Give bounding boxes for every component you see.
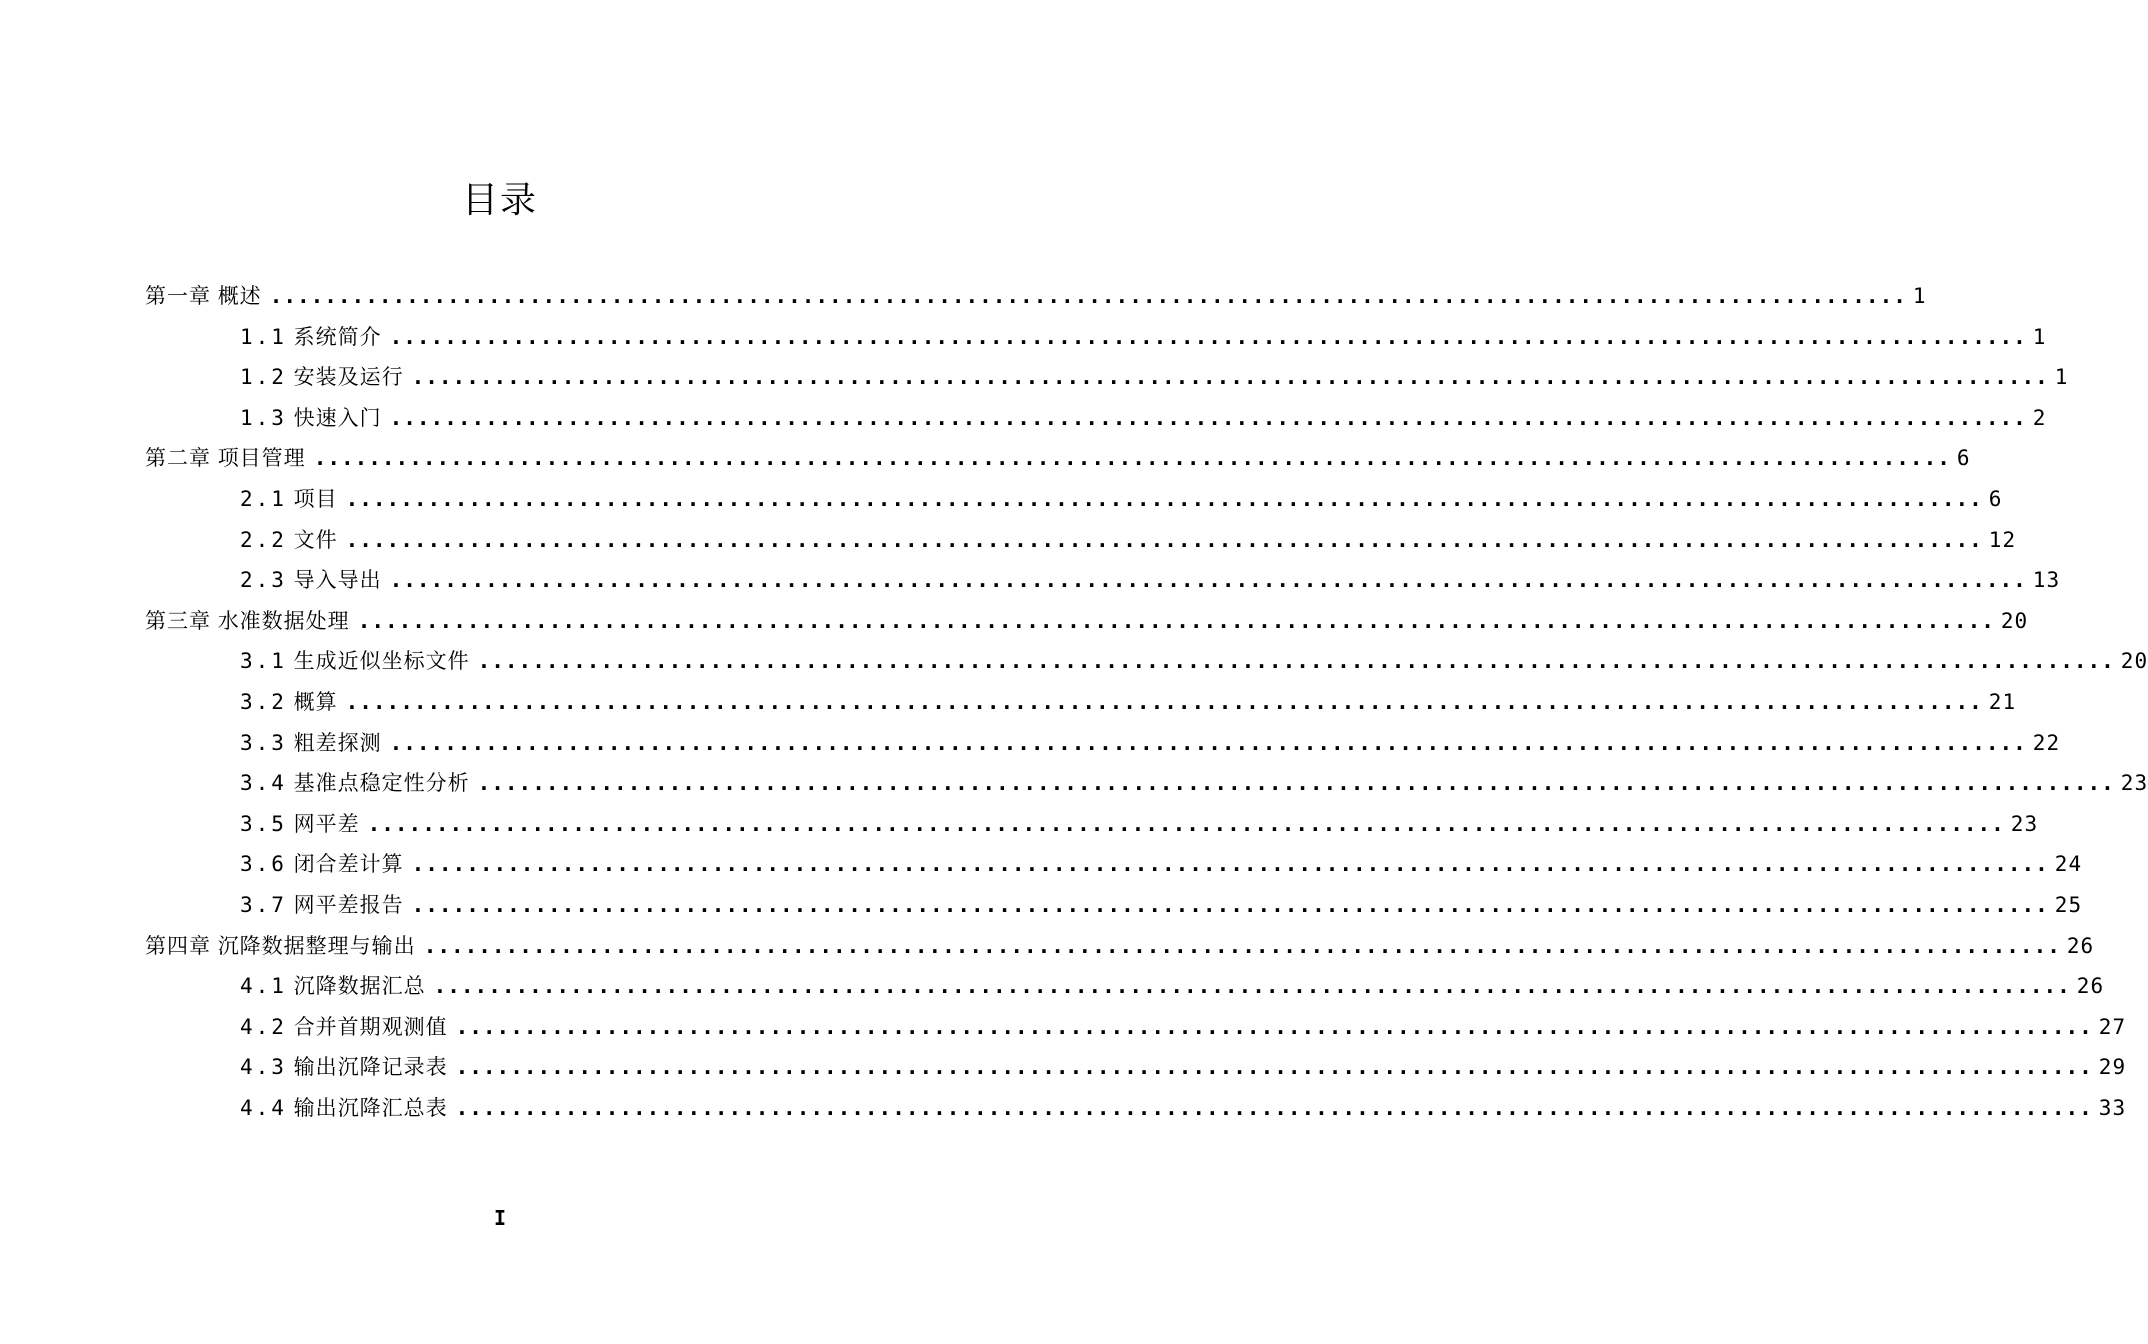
toc-entry-title: 项目 xyxy=(293,486,338,511)
toc-section-entry[interactable] xyxy=(145,885,2083,926)
toc-entry-title: 生成近似坐标文件 xyxy=(293,649,470,674)
toc-entry-title: 输出沉降记录表 xyxy=(293,1055,448,1080)
toc-entry-title: 系统简介 xyxy=(293,324,382,349)
toc-section-entry[interactable] xyxy=(145,357,2069,398)
toc-entry-label xyxy=(145,438,314,479)
toc-dot-leader: ........................................................................................................................ xyxy=(455,1095,2093,1120)
toc-entry-title: 概算 xyxy=(293,689,338,714)
toc-chapter-entry[interactable] xyxy=(145,276,1927,317)
toc-entry-page: 33 xyxy=(2098,1095,2127,1120)
toc-entry-page: 2 xyxy=(2032,405,2047,430)
toc-entry-label xyxy=(240,1007,456,1048)
toc-entry-title: 闭合差计算 xyxy=(293,852,404,877)
toc-section-entry[interactable] xyxy=(145,317,2047,358)
toc-entry-title: 沉降数据汇总 xyxy=(293,974,426,999)
toc-entry-page: 1 xyxy=(2032,324,2047,349)
toc-section-entry[interactable] xyxy=(145,966,2105,1007)
toc-dot-leader: ........................................................................................................................ xyxy=(389,324,2027,349)
toc-entry-label xyxy=(240,966,434,1007)
toc-entry-page: 21 xyxy=(1988,689,2017,714)
toc-entry-page: 25 xyxy=(2054,892,2083,917)
toc-entry-number: 4.4 xyxy=(240,1095,287,1120)
toc-dot-leader: ........................................................................................................................ xyxy=(411,892,2049,917)
page-title: 目录 xyxy=(461,180,538,221)
toc-entry-title: 网平差 xyxy=(293,811,360,836)
toc-entry-number: 第三章 xyxy=(145,608,211,633)
toc-entry-label xyxy=(240,520,346,561)
toc-entry-label xyxy=(240,723,390,764)
toc-entry-number: 1.3 xyxy=(240,405,287,430)
toc-chapter-entry[interactable] xyxy=(145,926,2095,967)
toc-dot-leader: ........................................................................................................................ xyxy=(455,1014,2093,1039)
toc-entry-page: 29 xyxy=(2098,1055,2127,1080)
toc-dot-leader: ........................................................................................................................ xyxy=(389,405,2027,430)
toc-dot-leader: ........................................................................................................................ xyxy=(423,933,2061,958)
toc-entry-number: 4.3 xyxy=(240,1055,287,1080)
toc-entry-label xyxy=(240,1088,456,1129)
toc-dot-leader: ........................................................................................................................ xyxy=(345,689,1983,714)
toc-entry-number: 3.6 xyxy=(240,852,287,877)
toc-entry-title: 快速入门 xyxy=(293,405,382,430)
toc-entry-label xyxy=(240,398,390,439)
toc-entry-label xyxy=(240,560,390,601)
toc-entry-number: 3.3 xyxy=(240,730,287,755)
toc-entry-title: 安装及运行 xyxy=(293,365,404,390)
toc-entry-title: 水准数据处理 xyxy=(217,608,350,633)
toc-entry-number: 4.1 xyxy=(240,974,287,999)
toc-section-entry[interactable] xyxy=(145,520,2017,561)
toc-entry-title: 沉降数据整理与输出 xyxy=(217,933,416,958)
toc-entry-title: 合并首期观测值 xyxy=(293,1014,448,1039)
toc-dot-leader: ........................................................................................................................ xyxy=(389,568,2027,593)
toc-section-entry[interactable] xyxy=(145,1047,2127,1088)
toc-entry-title: 文件 xyxy=(293,527,338,552)
toc-entry-number: 2.3 xyxy=(240,568,287,593)
toc-section-entry[interactable] xyxy=(145,641,2148,682)
toc-section-entry[interactable] xyxy=(145,763,2148,804)
toc-entry-page: 24 xyxy=(2054,852,2083,877)
toc-entry-number: 3.4 xyxy=(240,771,287,796)
toc-entry-page: 13 xyxy=(2032,568,2061,593)
toc-entry-page: 1 xyxy=(2054,365,2069,390)
toc-chapter-entry[interactable] xyxy=(145,438,1971,479)
toc-entry-label xyxy=(240,357,412,398)
toc-dot-leader: ........................................................................................................................ xyxy=(313,446,1951,471)
toc-entry-title: 概述 xyxy=(217,284,262,308)
toc-entry-number: 第二章 xyxy=(145,446,211,471)
toc-entry-page: 6 xyxy=(1988,486,2003,511)
toc-entry-number: 2.2 xyxy=(240,527,287,552)
toc-entry-number: 3.2 xyxy=(240,689,287,714)
toc-chapter-entry[interactable] xyxy=(145,601,2029,642)
toc-entry-label xyxy=(240,885,412,926)
toc-entry-page: 6 xyxy=(1956,446,1971,471)
toc-entry-label xyxy=(240,479,346,520)
toc-entry-title: 网平差报告 xyxy=(293,892,404,917)
toc-entry-page: 20 xyxy=(2000,608,2029,633)
toc-dot-leader: ........................................................................................................................ xyxy=(455,1055,2093,1080)
toc-entry-label xyxy=(240,317,390,358)
toc-section-entry[interactable] xyxy=(145,723,2061,764)
toc-entry-number: 3.5 xyxy=(240,811,287,836)
toc-dot-leader: ........................................................................................................................ xyxy=(411,852,2049,877)
toc-entry-label xyxy=(240,1047,456,1088)
toc-entry-title: 输出沉降汇总表 xyxy=(293,1095,448,1120)
toc-entry-number: 3.1 xyxy=(240,649,287,674)
toc-dot-leader: ........................................................................................................................ xyxy=(345,527,1983,552)
toc-entry-label xyxy=(240,844,412,885)
toc-section-entry[interactable] xyxy=(145,1088,2127,1129)
toc-entry-page: 27 xyxy=(2098,1014,2127,1039)
toc-dot-leader: ........................................................................................................................ xyxy=(411,365,2049,390)
toc-entry-page: 12 xyxy=(1988,527,2017,552)
toc-dot-leader: ........................................................................................................................ xyxy=(269,284,1907,308)
toc-entry-page: 26 xyxy=(2076,974,2105,999)
toc-entry-number: 1.2 xyxy=(240,365,287,390)
toc-entry-page: 26 xyxy=(2066,933,2095,958)
toc-entry-label xyxy=(240,682,346,723)
toc-entry-page: 23 xyxy=(2120,771,2148,796)
toc-dot-leader: ........................................................................................................................ xyxy=(367,811,2005,836)
toc-entry-label xyxy=(145,276,270,317)
toc-entry-label xyxy=(145,926,424,967)
toc-entry-label xyxy=(240,641,478,682)
table-of-contents xyxy=(145,276,2148,1128)
toc-entry-label xyxy=(145,601,358,642)
toc-entry-title: 导入导出 xyxy=(293,568,382,593)
toc-entry-title: 粗差探测 xyxy=(293,730,382,755)
toc-section-entry[interactable] xyxy=(145,682,2017,723)
toc-entry-label xyxy=(240,763,478,804)
toc-dot-leader: ........................................................................................................................ xyxy=(345,486,1983,511)
toc-section-entry[interactable] xyxy=(145,479,2003,520)
footer-page-number: I xyxy=(493,1206,507,1230)
toc-section-entry[interactable] xyxy=(145,844,2083,885)
toc-dot-leader: ........................................................................................................................ xyxy=(357,608,1995,633)
toc-dot-leader: ........................................................................................................................ xyxy=(433,974,2071,999)
toc-entry-title: 项目管理 xyxy=(217,446,306,471)
toc-entry-title: 基准点稳定性分析 xyxy=(293,771,470,796)
toc-entry-page: 1 xyxy=(1912,284,1927,308)
toc-section-entry[interactable] xyxy=(145,398,2047,439)
toc-dot-leader: ........................................................................................................................ xyxy=(477,649,2115,674)
toc-dot-leader: ........................................................................................................................ xyxy=(477,771,2115,796)
toc-section-entry[interactable] xyxy=(145,1007,2127,1048)
toc-entry-page: 20 xyxy=(2120,649,2148,674)
toc-entry-number: 4.2 xyxy=(240,1014,287,1039)
toc-section-entry[interactable] xyxy=(145,560,2061,601)
toc-section-entry[interactable] xyxy=(145,804,2039,845)
toc-entry-page: 22 xyxy=(2032,730,2061,755)
toc-entry-number: 第一章 xyxy=(145,284,211,308)
toc-entry-number: 第四章 xyxy=(145,933,211,958)
toc-entry-number: 1.1 xyxy=(240,324,287,349)
toc-entry-number: 2.1 xyxy=(240,486,287,511)
toc-entry-page: 23 xyxy=(2010,811,2039,836)
toc-dot-leader: ........................................................................................................................ xyxy=(389,730,2027,755)
toc-entry-number: 3.7 xyxy=(240,892,287,917)
toc-entry-label xyxy=(240,804,368,845)
